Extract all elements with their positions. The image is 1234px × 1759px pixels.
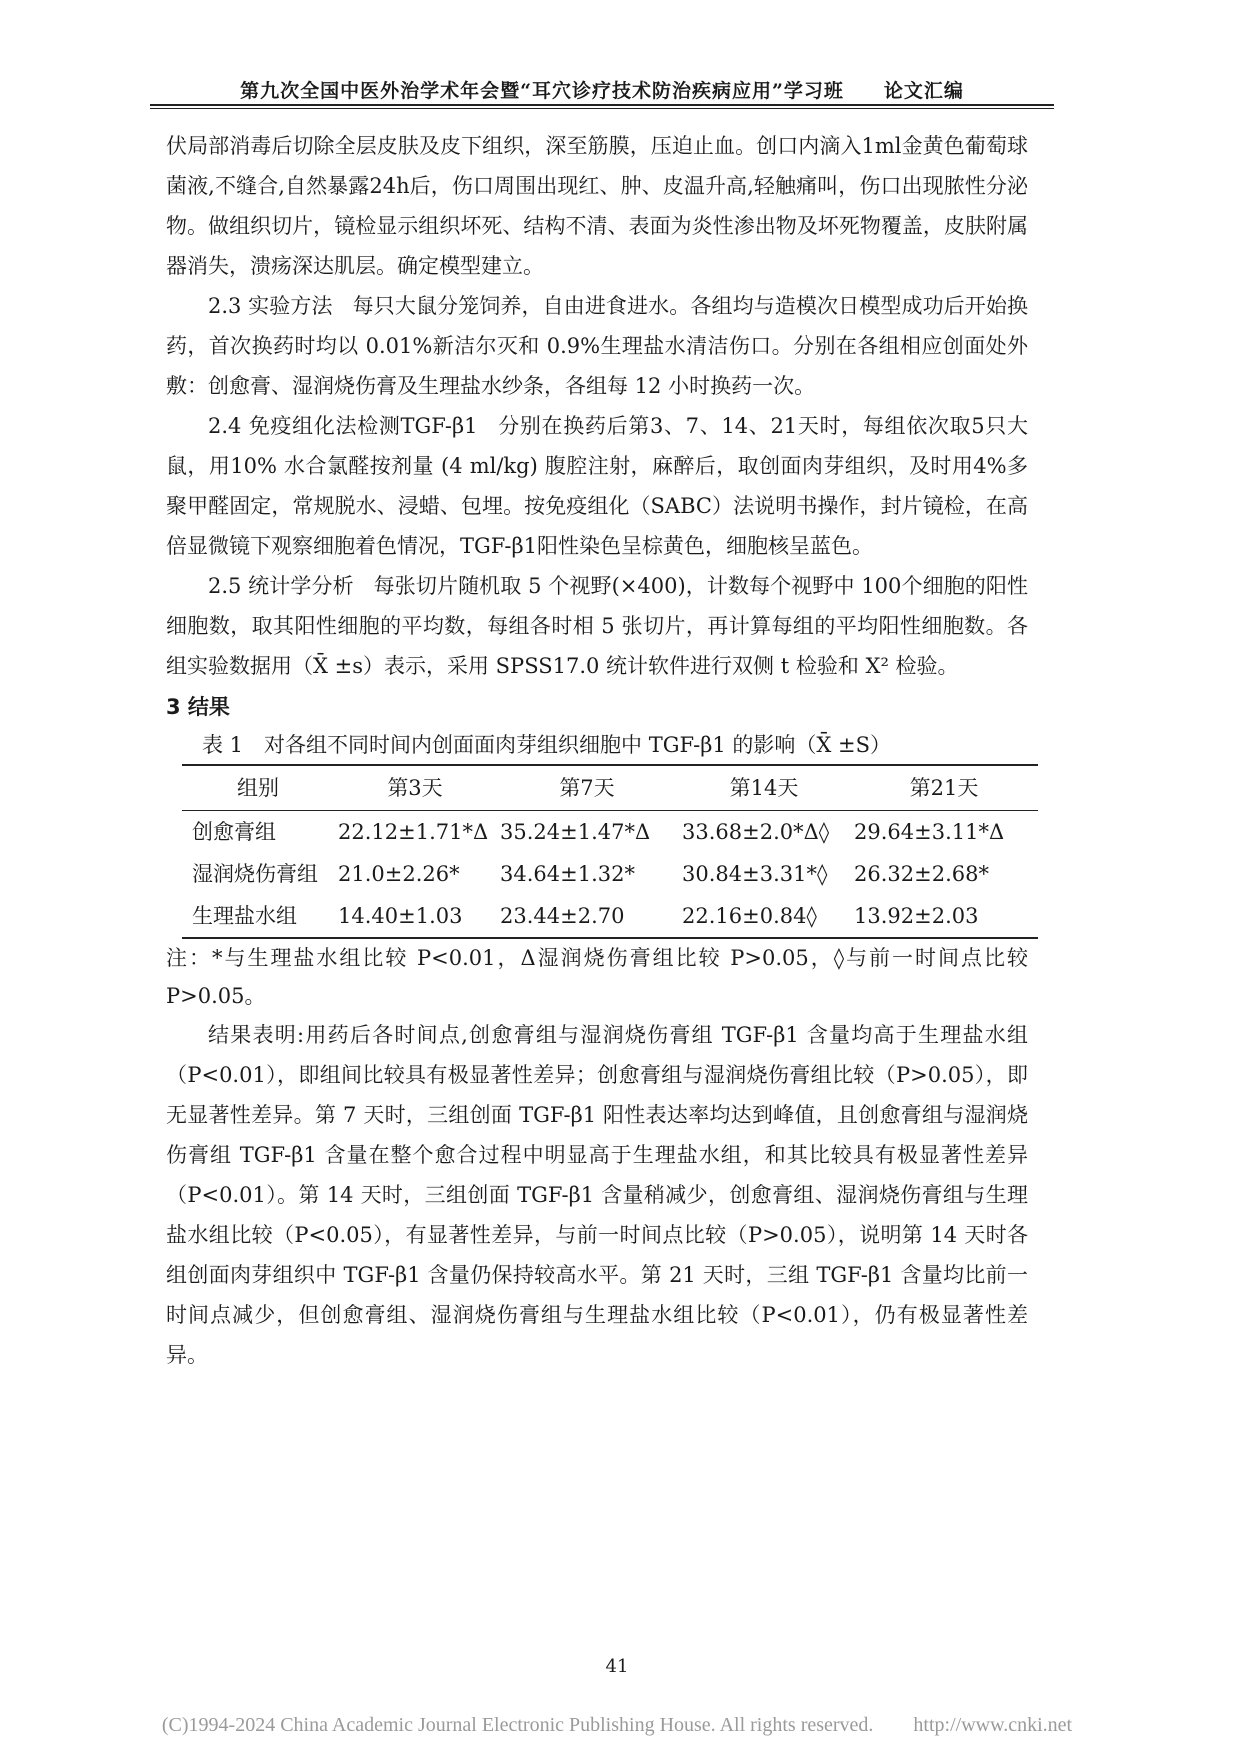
table-cell: 23.44±2.70 xyxy=(500,904,625,928)
table-row xyxy=(182,853,1038,895)
table-cell: 13.92±2.03 xyxy=(854,904,979,928)
section-2-5-label: 2.5 统计学分析 xyxy=(208,574,354,598)
table-note: 注：*与生理盐水组比较 P<0.01，Δ湿润烧伤膏组比较 P>0.05，◊与前一时间点比较 P>0.05。 xyxy=(166,946,1028,1008)
table-header-cell: 第7天 xyxy=(559,776,615,800)
table-row xyxy=(182,895,1038,938)
header-rule xyxy=(150,104,1054,106)
table-cell: 22.16±0.84◊ xyxy=(682,904,817,928)
section-2-3-label: 2.3 实验方法 xyxy=(208,294,333,318)
section-2-3-text: 每只大鼠分笼饲养，自由进食进水。各组均与造模次日模型成功后开始换药，首次换药时均以 0.01%新洁尔灭和 0.9%生理盐水清洁伤口。分别在各组相应创面处外敷：创愈膏、湿润烧伤膏及生理盐水纱条，各组每 12 小时换药一次。 xyxy=(166,294,1028,398)
running-header: 第九次全国中医外治学术年会暨“耳穴诊疗技术防治疾病应用”学习班 论文汇编 xyxy=(240,80,964,102)
table-row xyxy=(182,811,1038,854)
table-header-cell: 第21天 xyxy=(909,776,979,800)
results-paragraph: 结果表明:用药后各时间点,创愈膏组与湿润烧伤膏组 TGF-β1 含量均高于生理盐水组（P<0.01），即组间比较具有极显著性差异；创愈膏组与湿润烧伤膏组比较（P>0.05），即无显著性差异。第 7 天时，三组创面 TGF-β1 阳性表达率均达到峰值，且创愈膏组与湿润烧伤膏组 TGF-β1 含量在整个愈合过程中明显高于生理盐水组，和其比较具有极显著性差异（P<0.01）。第 14 天时，三组创面 TGF-β1 含量稍减少，创愈膏组、湿润烧伤膏组与生理盐水组比较（P<0.05），有显著性差异，与前一时间点比较（P>0.05），说明第 14 天时各组创面肉芽组织中 TGF-β1 含量仍保持较高水平。第 21 天时，三组 TGF-β1 含量均比前一时间点减少，但创愈膏组、湿润烧伤膏组与生理盐水组比较（P<0.01），仍有极显著性差异。 xyxy=(166,1023,1028,1367)
table-cell-group: 湿润烧伤膏组 xyxy=(192,862,318,886)
table-cell: 22.12±1.71*Δ xyxy=(338,820,489,844)
table-header-cell: 第14天 xyxy=(729,776,799,800)
results-table xyxy=(182,764,1038,939)
section-2-3 xyxy=(166,286,1028,406)
table-cell: 35.24±1.47*Δ xyxy=(500,820,651,844)
table-cell: 14.40±1.03 xyxy=(338,904,463,928)
paragraph-model-establishment: 伏局部消毒后切除全层皮肤及皮下组织，深至筋膜，压迫止血。创口内滴入1ml金黄色葡萄球菌液,不缝合,自然暴露24h后，伤口周围出现红、肿、皮温升高,轻触痛叫，伤口出现脓性分泌物。做组织切片，镜检显示组织坏死、结构不清、表面为炎性渗出物及坏死物覆盖，皮肤附属器消失，溃疡深达肌层。确定模型建立。 xyxy=(166,134,1028,278)
section-2-4-label: 2.4 免疫组化法检测TGF-β1 xyxy=(208,414,478,438)
table-cell: 33.68±2.0*Δ◊ xyxy=(682,820,830,844)
table-header-cell: 第3天 xyxy=(387,776,443,800)
table-cell: 30.84±3.31*◊ xyxy=(682,862,828,886)
table-cell: 34.64±1.32* xyxy=(500,862,635,886)
footer-copyright: (C)1994-2024 China Academic Journal Electronic Publishing House. All rights reserved. http://www.cnki.net xyxy=(161,1714,1073,1736)
page-number: 41 xyxy=(605,1656,629,1677)
table-cell: 29.64±3.11*Δ xyxy=(854,820,1005,844)
section-2-5 xyxy=(166,566,1028,686)
section-3-heading: 3 结果 xyxy=(166,695,230,719)
section-2-4 xyxy=(166,406,1028,566)
table-header-row xyxy=(182,765,1038,811)
table-header-cell: 组别 xyxy=(237,776,279,800)
table-cell-group: 创愈膏组 xyxy=(192,820,276,844)
table-caption: 表 1 对各组不同时间内创面面肉芽组织细胞中 TGF-β1 的影响（X̄ ±S） xyxy=(202,733,891,757)
section-2-5-text: 每张切片随机取 5 个视野(×400)，计数每个视野中 100个细胞的阳性细胞数，取其阳性细胞的平均数，每组各时相 5 张切片，再计算每组的平均阳性细胞数。各组实验数据用（X̄ ±s）表示，采用 SPSS17.0 统计软件进行双侧 t 检验和 X² 检验。 xyxy=(166,574,1028,678)
table-cell: 21.0±2.26* xyxy=(338,862,460,886)
table-cell: 26.32±2.68* xyxy=(854,862,989,886)
section-2-4-text: 分别在换药后第3、7、14、21天时，每组依次取5只大鼠，用10% 水合氯醛按剂量 (4 ml/kg) 腹腔注射，麻醉后，取创面肉芽组织，及时用4%多聚甲醛固定，常规脱水、浸蜡、包埋。按免疫组化（SABC）法说明书操作，封片镜检，在高倍显微镜下观察细胞着色情况，TGF-β1阳性染色呈棕黄色，细胞核呈蓝色。 xyxy=(166,414,1028,558)
main-content xyxy=(166,126,1028,1375)
table-cell-group: 生理盐水组 xyxy=(192,904,297,928)
header-rule-thin xyxy=(150,108,1054,109)
